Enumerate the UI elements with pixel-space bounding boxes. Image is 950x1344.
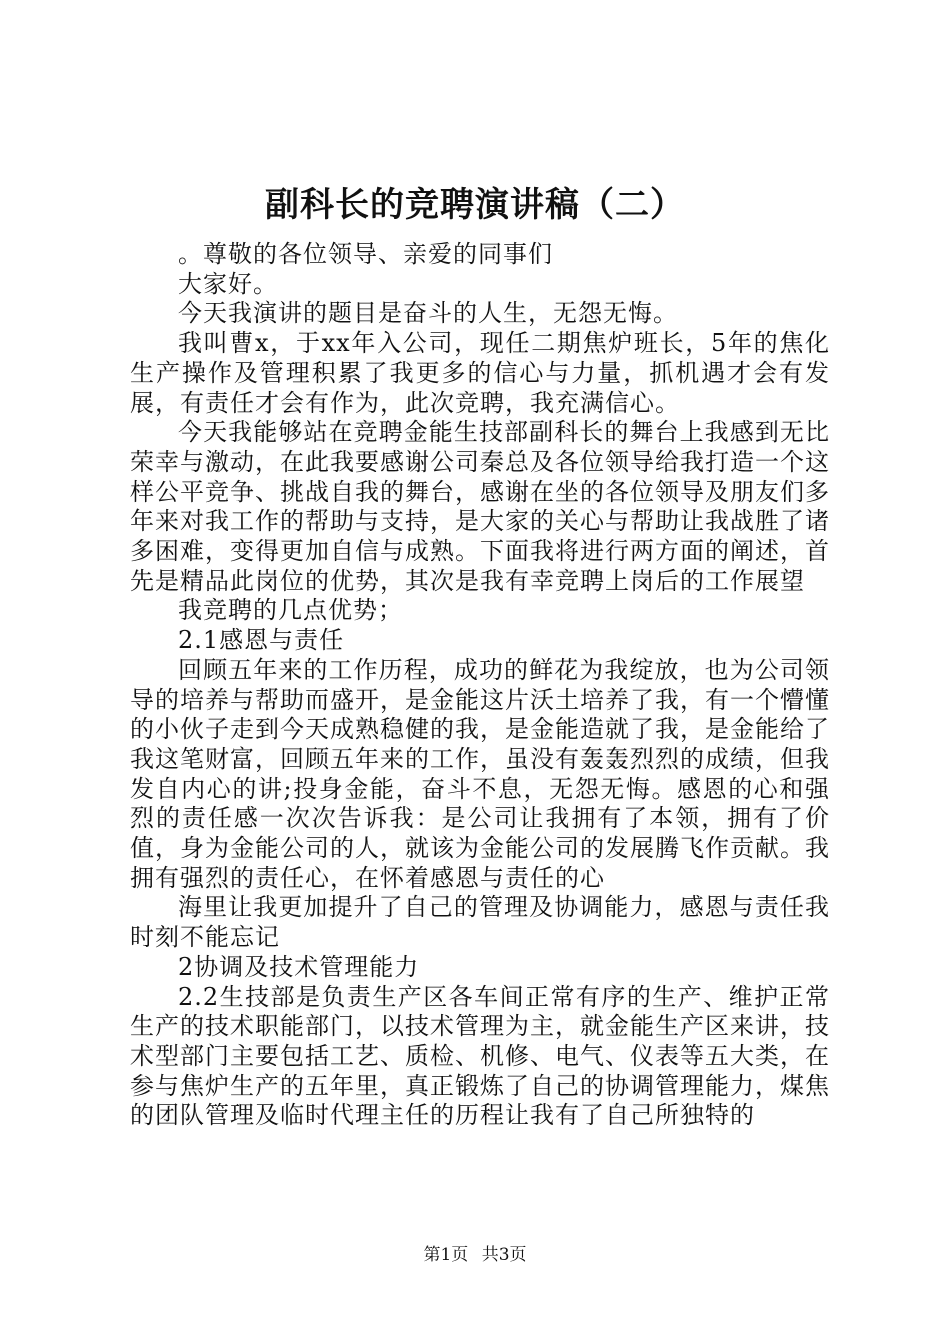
document-title: 副科长的竞聘演讲稿（二） (265, 185, 685, 225)
paragraph-thanks: 今天我能够站在竞聘金能生技部副科长的舞台上我感到无比荣幸与激动，在此我要感谢公司秦总及各位领导给我打造一个这样公平竞争、挑战自我的舞台，感谢在坐的各位领导及朋友们多年来对我工作的帮助与支持，是大家的关心与帮助让我战胜了诸多困难，变得更加自信与成熟。下面我将进行两方面的阐述，首先是精品此岗位的优势，其次是我有幸竞聘上岗后的工作展望 (130, 418, 830, 595)
page-number: 第1页 (423, 1245, 469, 1265)
paragraph-salutation: 。尊敬的各位领导、亲爱的同事们 (178, 240, 553, 268)
paragraph-continuation: 海里让我更加提升了自己的管理及协调能力，感恩与责任我时刻不能忘记 (130, 893, 830, 952)
paragraph-advantages-heading: 我竞聘的几点优势； (178, 596, 403, 625)
page-total: 共3页 (481, 1245, 527, 1265)
paragraph-self-intro: 我叫曹x，于xx年入公司，现任二期焦炉班长，5年的焦化生产操作及管理积累了我更多的信心与力量，抓机遇才会有发展，有责任才会有作为，此次竞聘，我充满信心。 (130, 329, 830, 417)
page-footer (0, 1243, 950, 1267)
paragraph-greeting: 大家好。 (178, 269, 278, 298)
paragraph-topic: 今天我演讲的题目是奋斗的人生，无怨无悔。 (178, 299, 678, 328)
section-heading-coordination: 2协调及技术管理能力 (178, 952, 420, 981)
paragraph-tech-dept: 2.2生技部是负责生产区各车间正常有序的生产、维护正常生产的技术职能部门，以技术管理为主，就金能生产区来讲，技术型部门主要包括工艺、质检、机修、电气、仪表等五大类，在参与焦炉生产的五年里，真正锻炼了自己的协调管理能力，煤焦的团队管理及临时代理主任的历程让我有了自己所独特的 (130, 982, 830, 1130)
paragraph-review: 回顾五年来的工作历程，成功的鲜花为我绽放，也为公司领导的培养与帮助而盛开，是金能这片沃土培养了我，有一个懵懂的小伙子走到今天成熟稳健的我，是金能造就了我，是金能给了我这笔财富，回顾五年来的工作，虽没有轰轰烈烈的成绩，但我发自内心的讲;投身金能，奋斗不息，无怨无悔。感恩的心和强烈的责任感一次次告诉我：是公司让我拥有了本领，拥有了价值，身为金能公司的人，就该为金能公司的发展腾飞作贡献。我拥有强烈的责任心，在怀着感恩与责任的心 (130, 655, 830, 892)
section-heading-gratitude: 2.1感恩与责任 (178, 626, 345, 655)
document-body (130, 240, 830, 1131)
